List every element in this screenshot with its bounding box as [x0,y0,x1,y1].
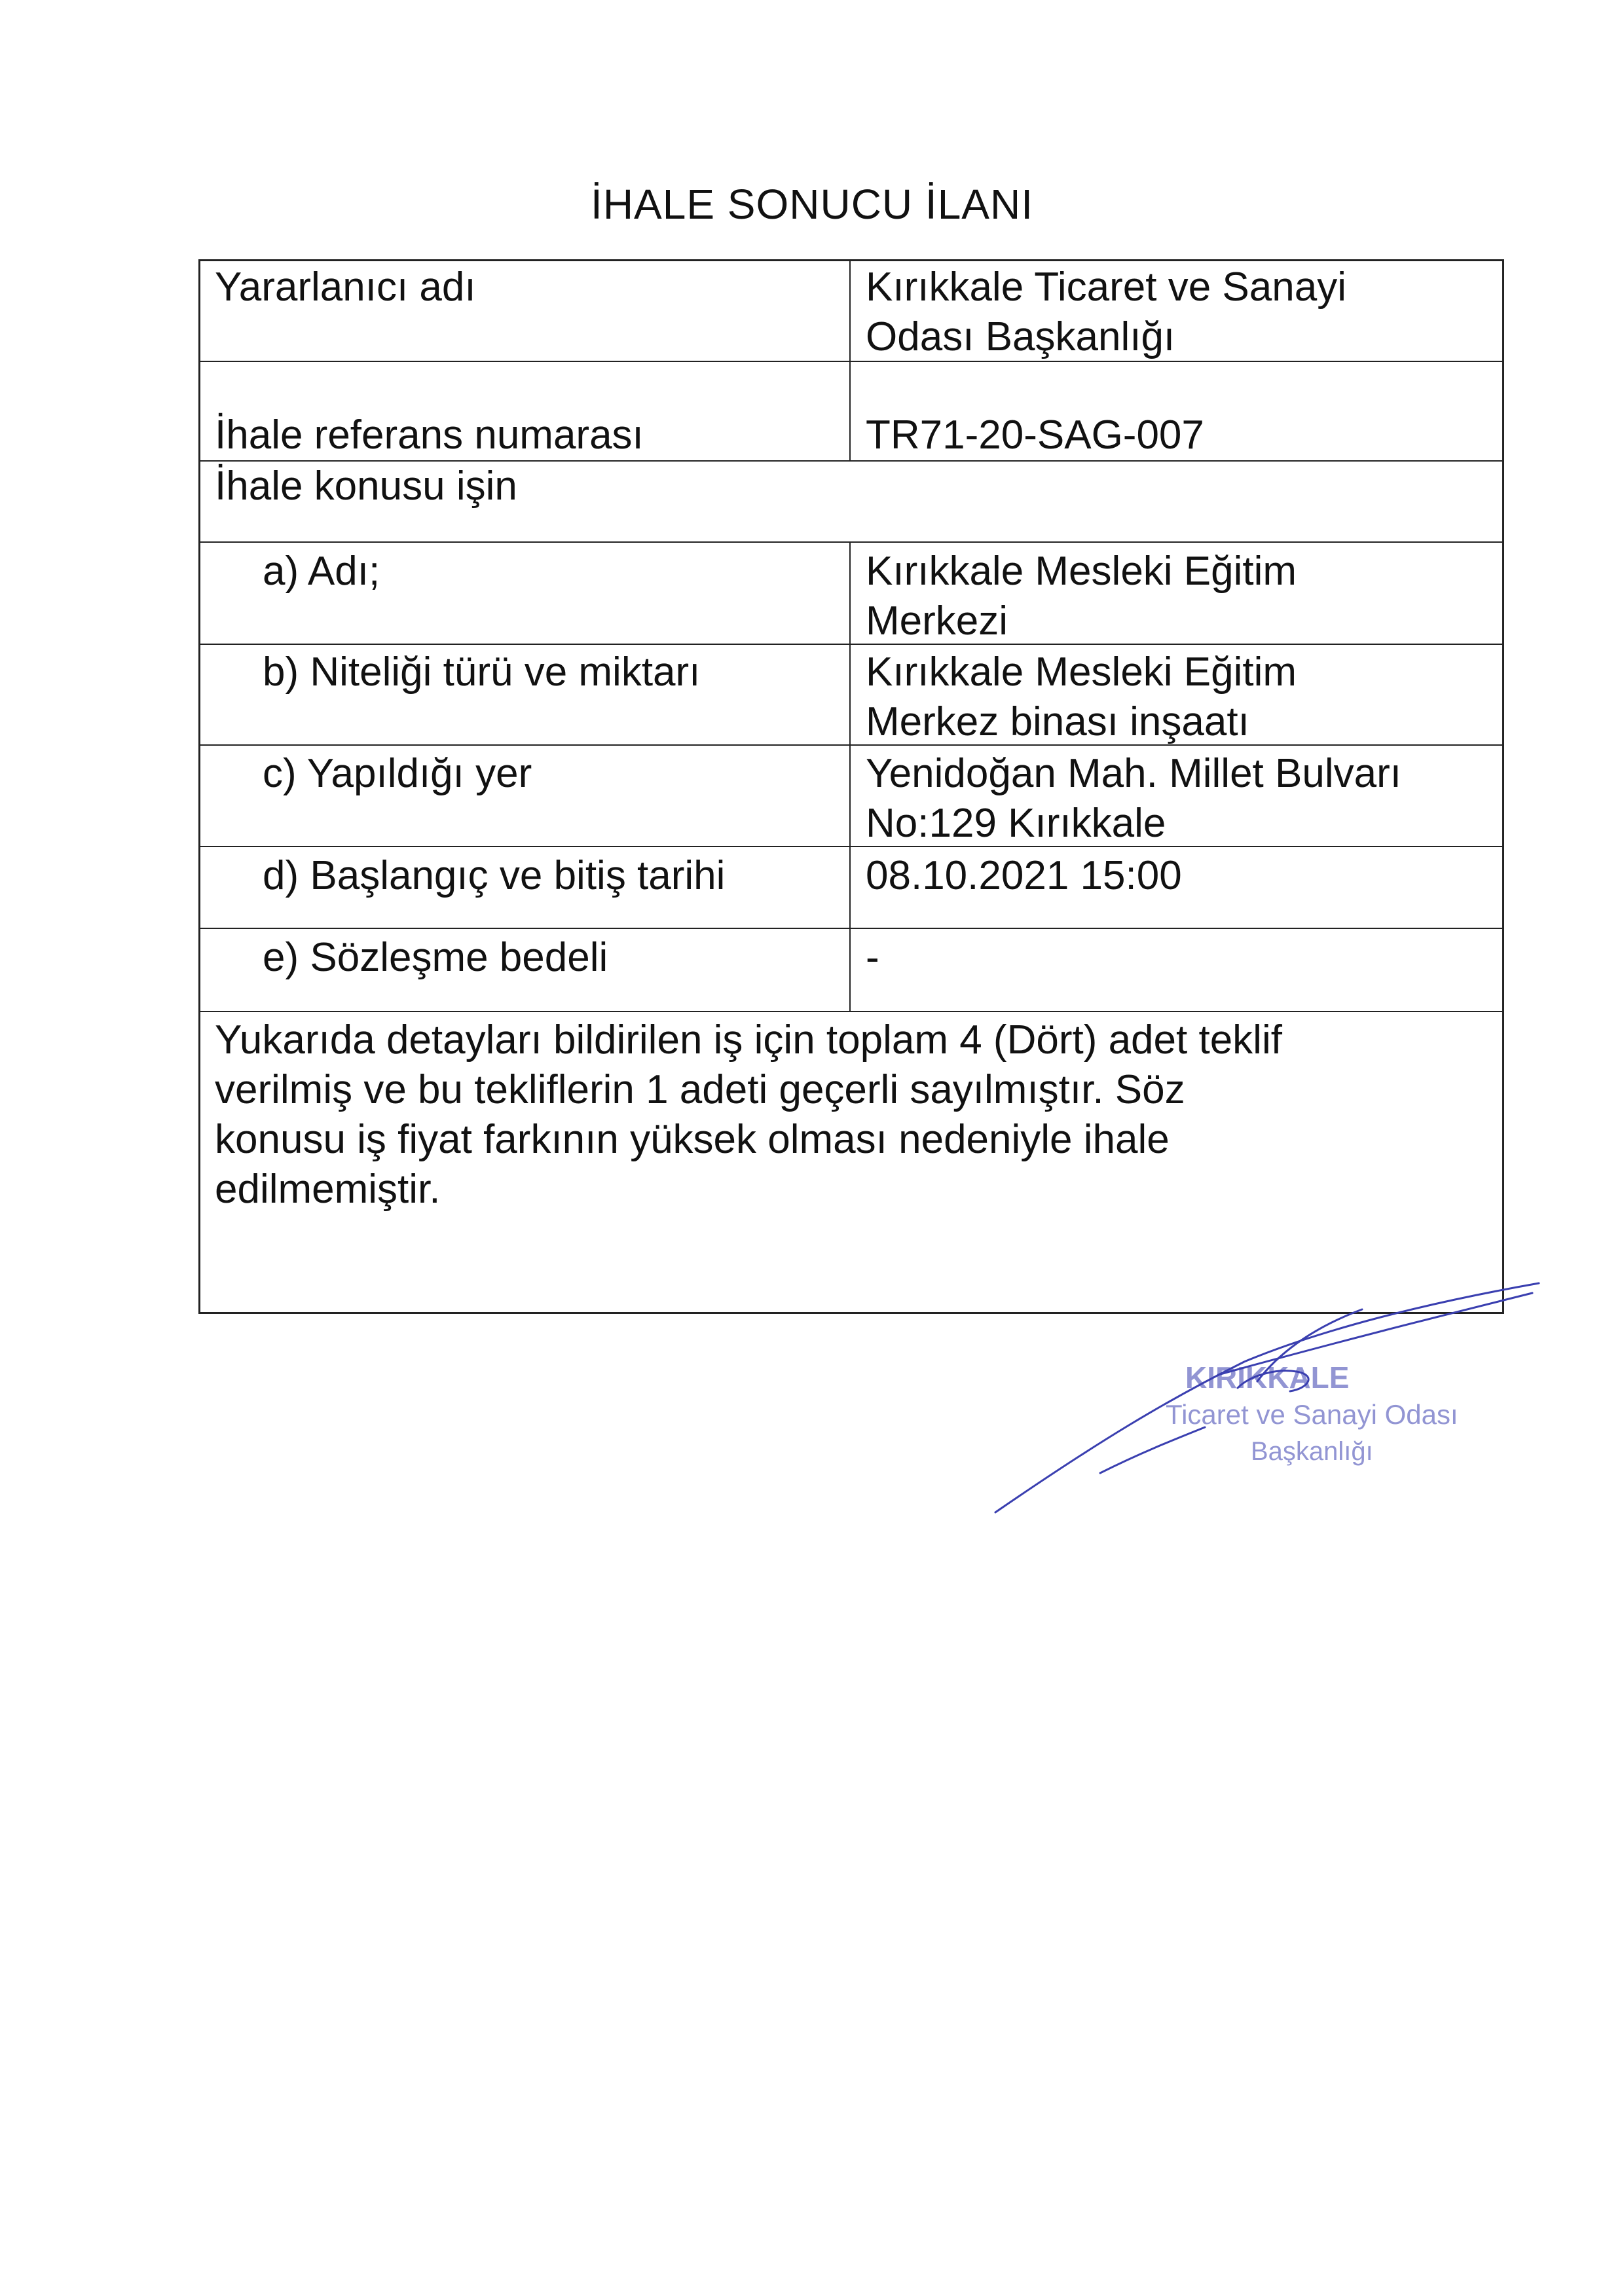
subject-header-label: İhale konusu işin [215,464,517,509]
row-divider [200,744,1502,746]
signature-stroke [995,1283,1539,1512]
document-title: İHALE SONUCU İLANI [591,181,1033,228]
row-divider [200,928,1502,929]
summary-paragraph: Yukarıda detayları bildirilen iş için toplam 4 (Dört) adet teklif verilmiş ve bu tekliflerin 1 adeti geçerli sayılmıştır. Söz konusu iş fiyat farkının yüksek olması nedeniyle ihale edilmemiştir. [215,1017,1282,1212]
place-value: Yenidoğan Mah. Millet Bulvarı No:129 Kırıkkale [866,751,1401,846]
reference-value: TR71-20-SAG-007 [866,412,1204,458]
name-value: Kırıkkale Mesleki Eğitim Merkezi [866,549,1297,644]
dates-label: d) Başlangıç ve bitiş tarihi [263,853,726,898]
stamp-line-3: Başkanlığı [1251,1437,1373,1466]
name-label: a) Adı; [263,549,380,594]
type-label: b) Niteliği türü ve miktarı [263,649,701,695]
type-value: Kırıkkale Mesleki Eğitim Merkez binası inşaatı [866,649,1297,744]
column-divider [849,541,851,1011]
stamp-line-2: Ticaret ve Sanayi Odası [1166,1399,1458,1430]
dates-value: 08.10.2021 15:00 [866,853,1182,898]
beneficiary-label: Yararlanıcı adı [215,264,476,310]
row-divider [200,1011,1502,1012]
beneficiary-value: Kırıkkale Ticaret ve Sanayi Odası Başkanlığı [866,264,1346,359]
tender-result-table [198,259,1504,1314]
price-value: - [866,935,879,980]
official-stamp-signature [969,1264,1559,1539]
place-label: c) Yapıldığı yer [263,751,532,796]
row-divider [200,541,1502,543]
price-label: e) Sözleşme bedeli [263,935,608,980]
reference-label: İhale referans numarası [215,412,644,458]
stamp-line-1: KIRIKKALE [1185,1360,1350,1394]
row-divider [200,644,1502,645]
column-divider [849,261,851,460]
